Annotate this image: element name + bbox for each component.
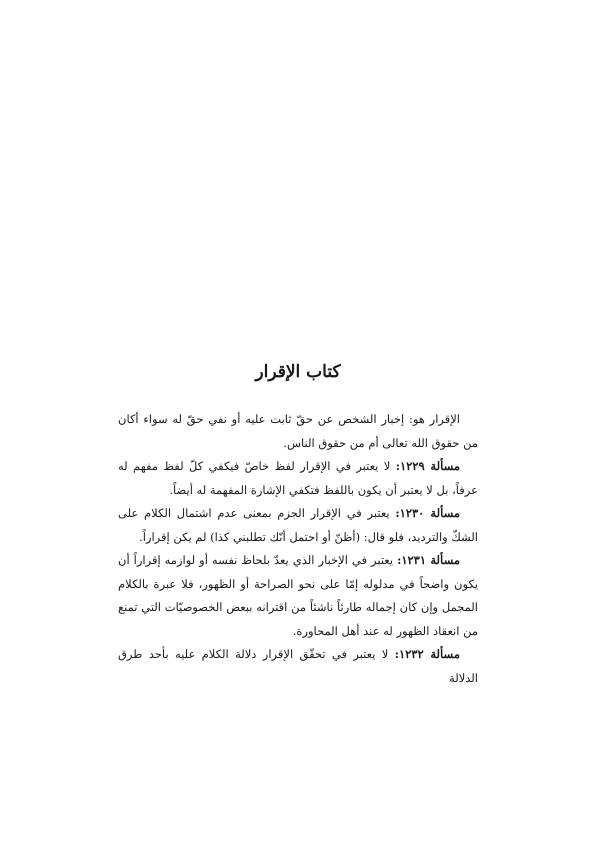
masala-text: لا يعتبر في تحقّق الإقرار دلالة الكلام عليه بأحد طرق الدلالة [118,647,478,685]
masala-text: لا يعتبر في الإقرار لفظ خاصّ فيكفي كلّ لفظ مفهم له عرفاً، بل لا يعتبر أن يكون باللفظ فتكفي الإشارة المفهمة له أيضاً. [118,459,478,497]
masala-paragraph-1230 [118,502,478,549]
masala-paragraph-1232 [118,643,478,690]
masala-label: مسألة ١٢٣٠: [395,506,460,520]
masala-paragraph-1229 [118,455,478,502]
masala-label: مسألة ١٢٣١: [397,553,460,567]
chapter-title: كتاب الإقرار [255,362,341,382]
body-text [118,408,478,690]
masala-label: مسألة ١٢٢٩: [395,459,460,473]
masala-label: مسألة ١٢٣٢: [394,647,460,661]
masala-text: يعتبر في الإخبار الذي يعدّ بلحاظ نفسه أو لوازمه إقراراً أن يكون واضحاً في مدلوله إمّا على نحو الصراحة أو الظهور، فلا عبرة بالكلام المجمل وإن كان إجماله طارئاً ناشئاً من اقترانه ببعض الخصوصيّات التي تمنع من انعقاد الظهور له عند أهل المحاورة. [118,553,478,638]
masala-paragraph-1231 [118,549,478,643]
intro-paragraph: الإقرار هو: إخبار الشخص عن حقّ ثابت عليه أو نفي حقّ له سواء أكان من حقوق الله تعالى أم من حقوق الناس. [118,412,478,450]
masala-text: يعتبر في الإقرار الجزم بمعنى عدم اشتمال الكلام على الشكّ والترديد، فلو قال: (أظنّ أو احتمل أنّك تطلبني كذا) لم يكن إقراراً. [118,506,478,544]
